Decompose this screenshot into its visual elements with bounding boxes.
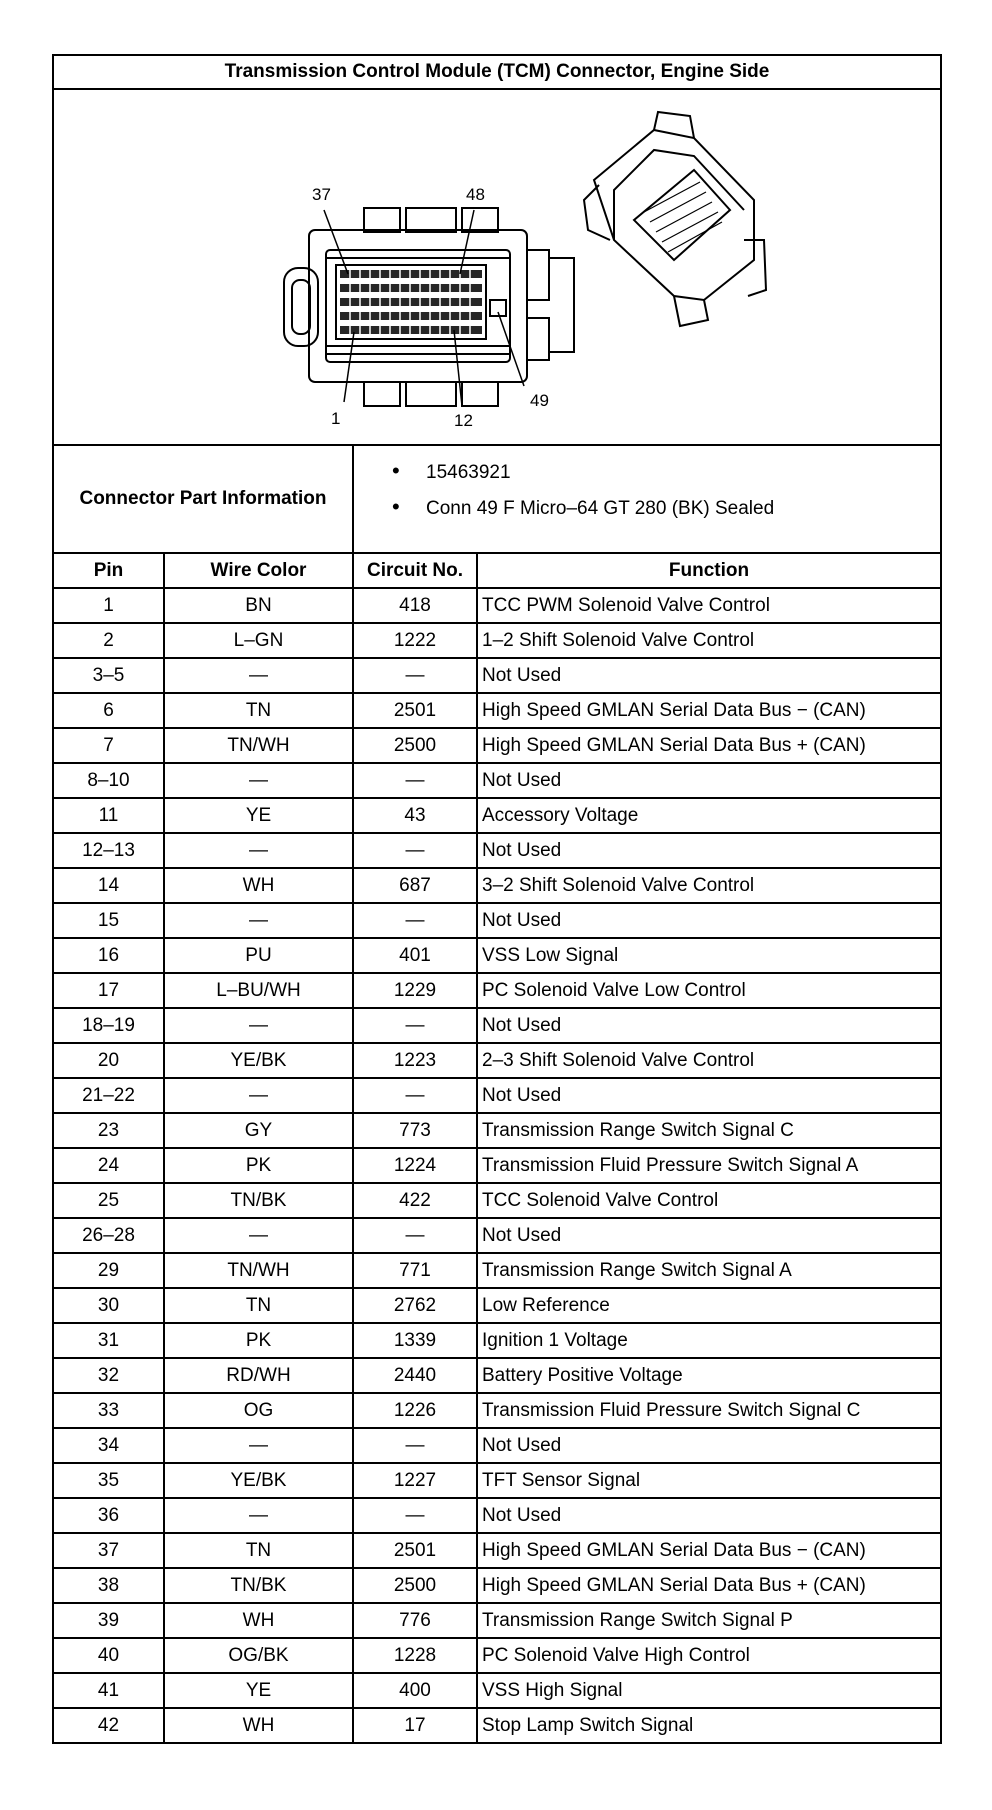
circuit-no-cell: 401 — [353, 938, 477, 973]
part-number: • 15463921 — [392, 454, 940, 490]
pin-cell: 14 — [53, 868, 164, 903]
table-row — [53, 693, 941, 728]
function-cell: Accessory Voltage — [477, 798, 941, 833]
table-row — [53, 903, 941, 938]
wire-color-cell: — — [164, 1218, 353, 1253]
wire-color-cell: PU — [164, 938, 353, 973]
pin-cell: 6 — [53, 693, 164, 728]
table-row — [53, 1428, 941, 1463]
pin-cell: 3–5 — [53, 658, 164, 693]
pin-rows — [53, 588, 941, 1743]
table-row — [53, 1323, 941, 1358]
function-cell: VSS Low Signal — [477, 938, 941, 973]
pin-cell: 39 — [53, 1603, 164, 1638]
circuit-no-cell: 422 — [353, 1183, 477, 1218]
wire-color-cell: OG/BK — [164, 1638, 353, 1673]
wire-color-cell: GY — [164, 1113, 353, 1148]
pin-cell: 17 — [53, 973, 164, 1008]
pin-cell: 38 — [53, 1568, 164, 1603]
connector-table — [52, 54, 942, 1744]
function-cell: PC Solenoid Valve Low Control — [477, 973, 941, 1008]
column-header-wire-color: Wire Color — [164, 553, 353, 588]
function-cell: Stop Lamp Switch Signal — [477, 1708, 941, 1743]
circuit-no-cell: 771 — [353, 1253, 477, 1288]
table-row — [53, 1533, 941, 1568]
pin-cell: 16 — [53, 938, 164, 973]
table-row — [53, 798, 941, 833]
function-cell: Low Reference — [477, 1288, 941, 1323]
function-cell: PC Solenoid Valve High Control — [477, 1638, 941, 1673]
pin-cell: 33 — [53, 1393, 164, 1428]
pin-cell: 12–13 — [53, 833, 164, 868]
table-row — [53, 1463, 941, 1498]
pin-cell: 34 — [53, 1428, 164, 1463]
callout-12: 12 — [454, 411, 473, 430]
pin-cell: 11 — [53, 798, 164, 833]
circuit-no-cell: 2501 — [353, 693, 477, 728]
circuit-no-cell: 2500 — [353, 1568, 477, 1603]
circuit-no-cell: — — [353, 1218, 477, 1253]
wire-color-cell: TN/WH — [164, 1253, 353, 1288]
function-cell: VSS High Signal — [477, 1673, 941, 1708]
circuit-no-cell: 687 — [353, 868, 477, 903]
function-cell: 3–2 Shift Solenoid Valve Control — [477, 868, 941, 903]
table-row — [53, 658, 941, 693]
wire-color-cell: — — [164, 658, 353, 693]
function-cell: Not Used — [477, 833, 941, 868]
isometric-connector-view — [584, 112, 766, 326]
function-cell: Ignition 1 Voltage — [477, 1323, 941, 1358]
circuit-no-cell: 17 — [353, 1708, 477, 1743]
circuit-no-cell: — — [353, 903, 477, 938]
function-cell: Transmission Range Switch Signal P — [477, 1603, 941, 1638]
pin-cell: 20 — [53, 1043, 164, 1078]
pin-cell: 41 — [53, 1673, 164, 1708]
wire-color-cell: WH — [164, 868, 353, 903]
function-cell: High Speed GMLAN Serial Data Bus + (CAN) — [477, 1568, 941, 1603]
column-header-function: Function — [477, 553, 941, 588]
function-cell: Transmission Fluid Pressure Switch Signal C — [477, 1393, 941, 1428]
pin-cell: 21–22 — [53, 1078, 164, 1113]
circuit-no-cell: 1228 — [353, 1638, 477, 1673]
pin-cell: 35 — [53, 1463, 164, 1498]
table-row — [53, 1673, 941, 1708]
function-cell: Not Used — [477, 903, 941, 938]
table-title: Transmission Control Module (TCM) Connector, Engine Side — [53, 55, 941, 89]
circuit-no-cell: 1229 — [353, 973, 477, 1008]
connector-illustration — [54, 90, 938, 444]
connector-figure — [53, 89, 941, 445]
table-row — [53, 1288, 941, 1323]
wire-color-cell: YE/BK — [164, 1043, 353, 1078]
table-row — [53, 1603, 941, 1638]
pin-cell: 30 — [53, 1288, 164, 1323]
circuit-no-cell: 418 — [353, 588, 477, 623]
wire-color-cell: WH — [164, 1708, 353, 1743]
wire-color-cell: PK — [164, 1323, 353, 1358]
circuit-no-cell: — — [353, 833, 477, 868]
pin-cell: 23 — [53, 1113, 164, 1148]
callout-1: 1 — [331, 409, 341, 428]
connector-part-info-label: Connector Part Information — [53, 445, 353, 553]
function-cell: Not Used — [477, 1218, 941, 1253]
pin-cell: 1 — [53, 588, 164, 623]
pin-cell: 31 — [53, 1323, 164, 1358]
table-row — [53, 973, 941, 1008]
table-row — [53, 938, 941, 973]
wire-color-cell: YE/BK — [164, 1463, 353, 1498]
pin-cell: 40 — [53, 1638, 164, 1673]
function-cell: Transmission Fluid Pressure Switch Signal A — [477, 1148, 941, 1183]
function-cell: Not Used — [477, 1008, 941, 1043]
circuit-no-cell: 1226 — [353, 1393, 477, 1428]
circuit-no-cell: 2762 — [353, 1288, 477, 1323]
pin-cell: 37 — [53, 1533, 164, 1568]
pin-cell: 42 — [53, 1708, 164, 1743]
pin-cell: 29 — [53, 1253, 164, 1288]
pin-cell: 26–28 — [53, 1218, 164, 1253]
callout-49: 49 — [530, 391, 549, 410]
table-row — [53, 1708, 941, 1743]
circuit-no-cell: 2440 — [353, 1358, 477, 1393]
circuit-no-cell: 1223 — [353, 1043, 477, 1078]
circuit-no-cell: — — [353, 1498, 477, 1533]
pin-cell: 36 — [53, 1498, 164, 1533]
table-row — [53, 763, 941, 798]
column-header-pin: Pin — [53, 553, 164, 588]
table-row — [53, 1113, 941, 1148]
table-row — [53, 1148, 941, 1183]
wire-color-cell: BN — [164, 588, 353, 623]
circuit-no-cell: 400 — [353, 1673, 477, 1708]
function-cell: TCC PWM Solenoid Valve Control — [477, 588, 941, 623]
table-row — [53, 1568, 941, 1603]
callout-37: 37 — [312, 185, 331, 204]
table-row — [53, 1253, 941, 1288]
table-row — [53, 588, 941, 623]
pin-cell: 32 — [53, 1358, 164, 1393]
function-cell: Transmission Range Switch Signal C — [477, 1113, 941, 1148]
circuit-no-cell: 1222 — [353, 623, 477, 658]
wire-color-cell: TN — [164, 1533, 353, 1568]
pin-cell: 25 — [53, 1183, 164, 1218]
wire-color-cell: L–BU/WH — [164, 973, 353, 1008]
wire-color-cell: PK — [164, 1148, 353, 1183]
wire-color-cell: — — [164, 763, 353, 798]
function-cell: Not Used — [477, 658, 941, 693]
function-cell: TFT Sensor Signal — [477, 1463, 941, 1498]
pin-cell: 15 — [53, 903, 164, 938]
circuit-no-cell: 2500 — [353, 728, 477, 763]
wire-color-cell: RD/WH — [164, 1358, 353, 1393]
function-cell: High Speed GMLAN Serial Data Bus − (CAN) — [477, 693, 941, 728]
function-cell: 1–2 Shift Solenoid Valve Control — [477, 623, 941, 658]
table-row — [53, 1183, 941, 1218]
function-cell: Transmission Range Switch Signal A — [477, 1253, 941, 1288]
function-cell: Not Used — [477, 1078, 941, 1113]
column-header-circuit-no: Circuit No. — [353, 553, 477, 588]
wire-color-cell: — — [164, 903, 353, 938]
connector-description: • Conn 49 F Micro–64 GT 280 (BK) Sealed — [392, 490, 940, 526]
table-row — [53, 1043, 941, 1078]
wire-color-cell: YE — [164, 798, 353, 833]
function-cell: High Speed GMLAN Serial Data Bus + (CAN) — [477, 728, 941, 763]
callout-48: 48 — [466, 185, 485, 204]
table-row — [53, 1638, 941, 1673]
table-row — [53, 1078, 941, 1113]
wire-color-cell: OG — [164, 1393, 353, 1428]
table-row — [53, 623, 941, 658]
wire-color-cell: TN/WH — [164, 728, 353, 763]
wire-color-cell: TN — [164, 1288, 353, 1323]
function-cell: Not Used — [477, 763, 941, 798]
function-cell: Not Used — [477, 1428, 941, 1463]
function-cell: Battery Positive Voltage — [477, 1358, 941, 1393]
function-cell: 2–3 Shift Solenoid Valve Control — [477, 1043, 941, 1078]
pin-cell: 2 — [53, 623, 164, 658]
pin-cell: 18–19 — [53, 1008, 164, 1043]
table-row — [53, 728, 941, 763]
table-row — [53, 1393, 941, 1428]
wire-color-cell: YE — [164, 1673, 353, 1708]
table-row — [53, 833, 941, 868]
table-row — [53, 1218, 941, 1253]
wire-color-cell: — — [164, 1498, 353, 1533]
circuit-no-cell: — — [353, 763, 477, 798]
pin-cell: 8–10 — [53, 763, 164, 798]
wire-color-cell: — — [164, 1008, 353, 1043]
function-cell: TCC Solenoid Valve Control — [477, 1183, 941, 1218]
wire-color-cell: — — [164, 833, 353, 868]
table-row — [53, 1498, 941, 1533]
wire-color-cell: TN — [164, 693, 353, 728]
circuit-no-cell: 1227 — [353, 1463, 477, 1498]
circuit-no-cell: 43 — [353, 798, 477, 833]
circuit-no-cell: 1339 — [353, 1323, 477, 1358]
circuit-no-cell: — — [353, 1078, 477, 1113]
wire-color-cell: TN/BK — [164, 1568, 353, 1603]
table-row — [53, 1358, 941, 1393]
table-row — [53, 1008, 941, 1043]
circuit-no-cell: 773 — [353, 1113, 477, 1148]
pin-cell: 7 — [53, 728, 164, 763]
wire-color-cell: TN/BK — [164, 1183, 353, 1218]
wire-color-cell: — — [164, 1428, 353, 1463]
table-row — [53, 868, 941, 903]
wire-color-cell: L–GN — [164, 623, 353, 658]
wire-color-cell: WH — [164, 1603, 353, 1638]
connector-part-info-values — [353, 445, 941, 553]
function-cell: High Speed GMLAN Serial Data Bus − (CAN) — [477, 1533, 941, 1568]
circuit-no-cell: 2501 — [353, 1533, 477, 1568]
function-cell: Not Used — [477, 1498, 941, 1533]
circuit-no-cell: — — [353, 1428, 477, 1463]
wire-color-cell: — — [164, 1078, 353, 1113]
circuit-no-cell: — — [353, 658, 477, 693]
pinout-sheet — [52, 54, 940, 1744]
pin-cell: 24 — [53, 1148, 164, 1183]
circuit-no-cell: 1224 — [353, 1148, 477, 1183]
circuit-no-cell: 776 — [353, 1603, 477, 1638]
circuit-no-cell: — — [353, 1008, 477, 1043]
